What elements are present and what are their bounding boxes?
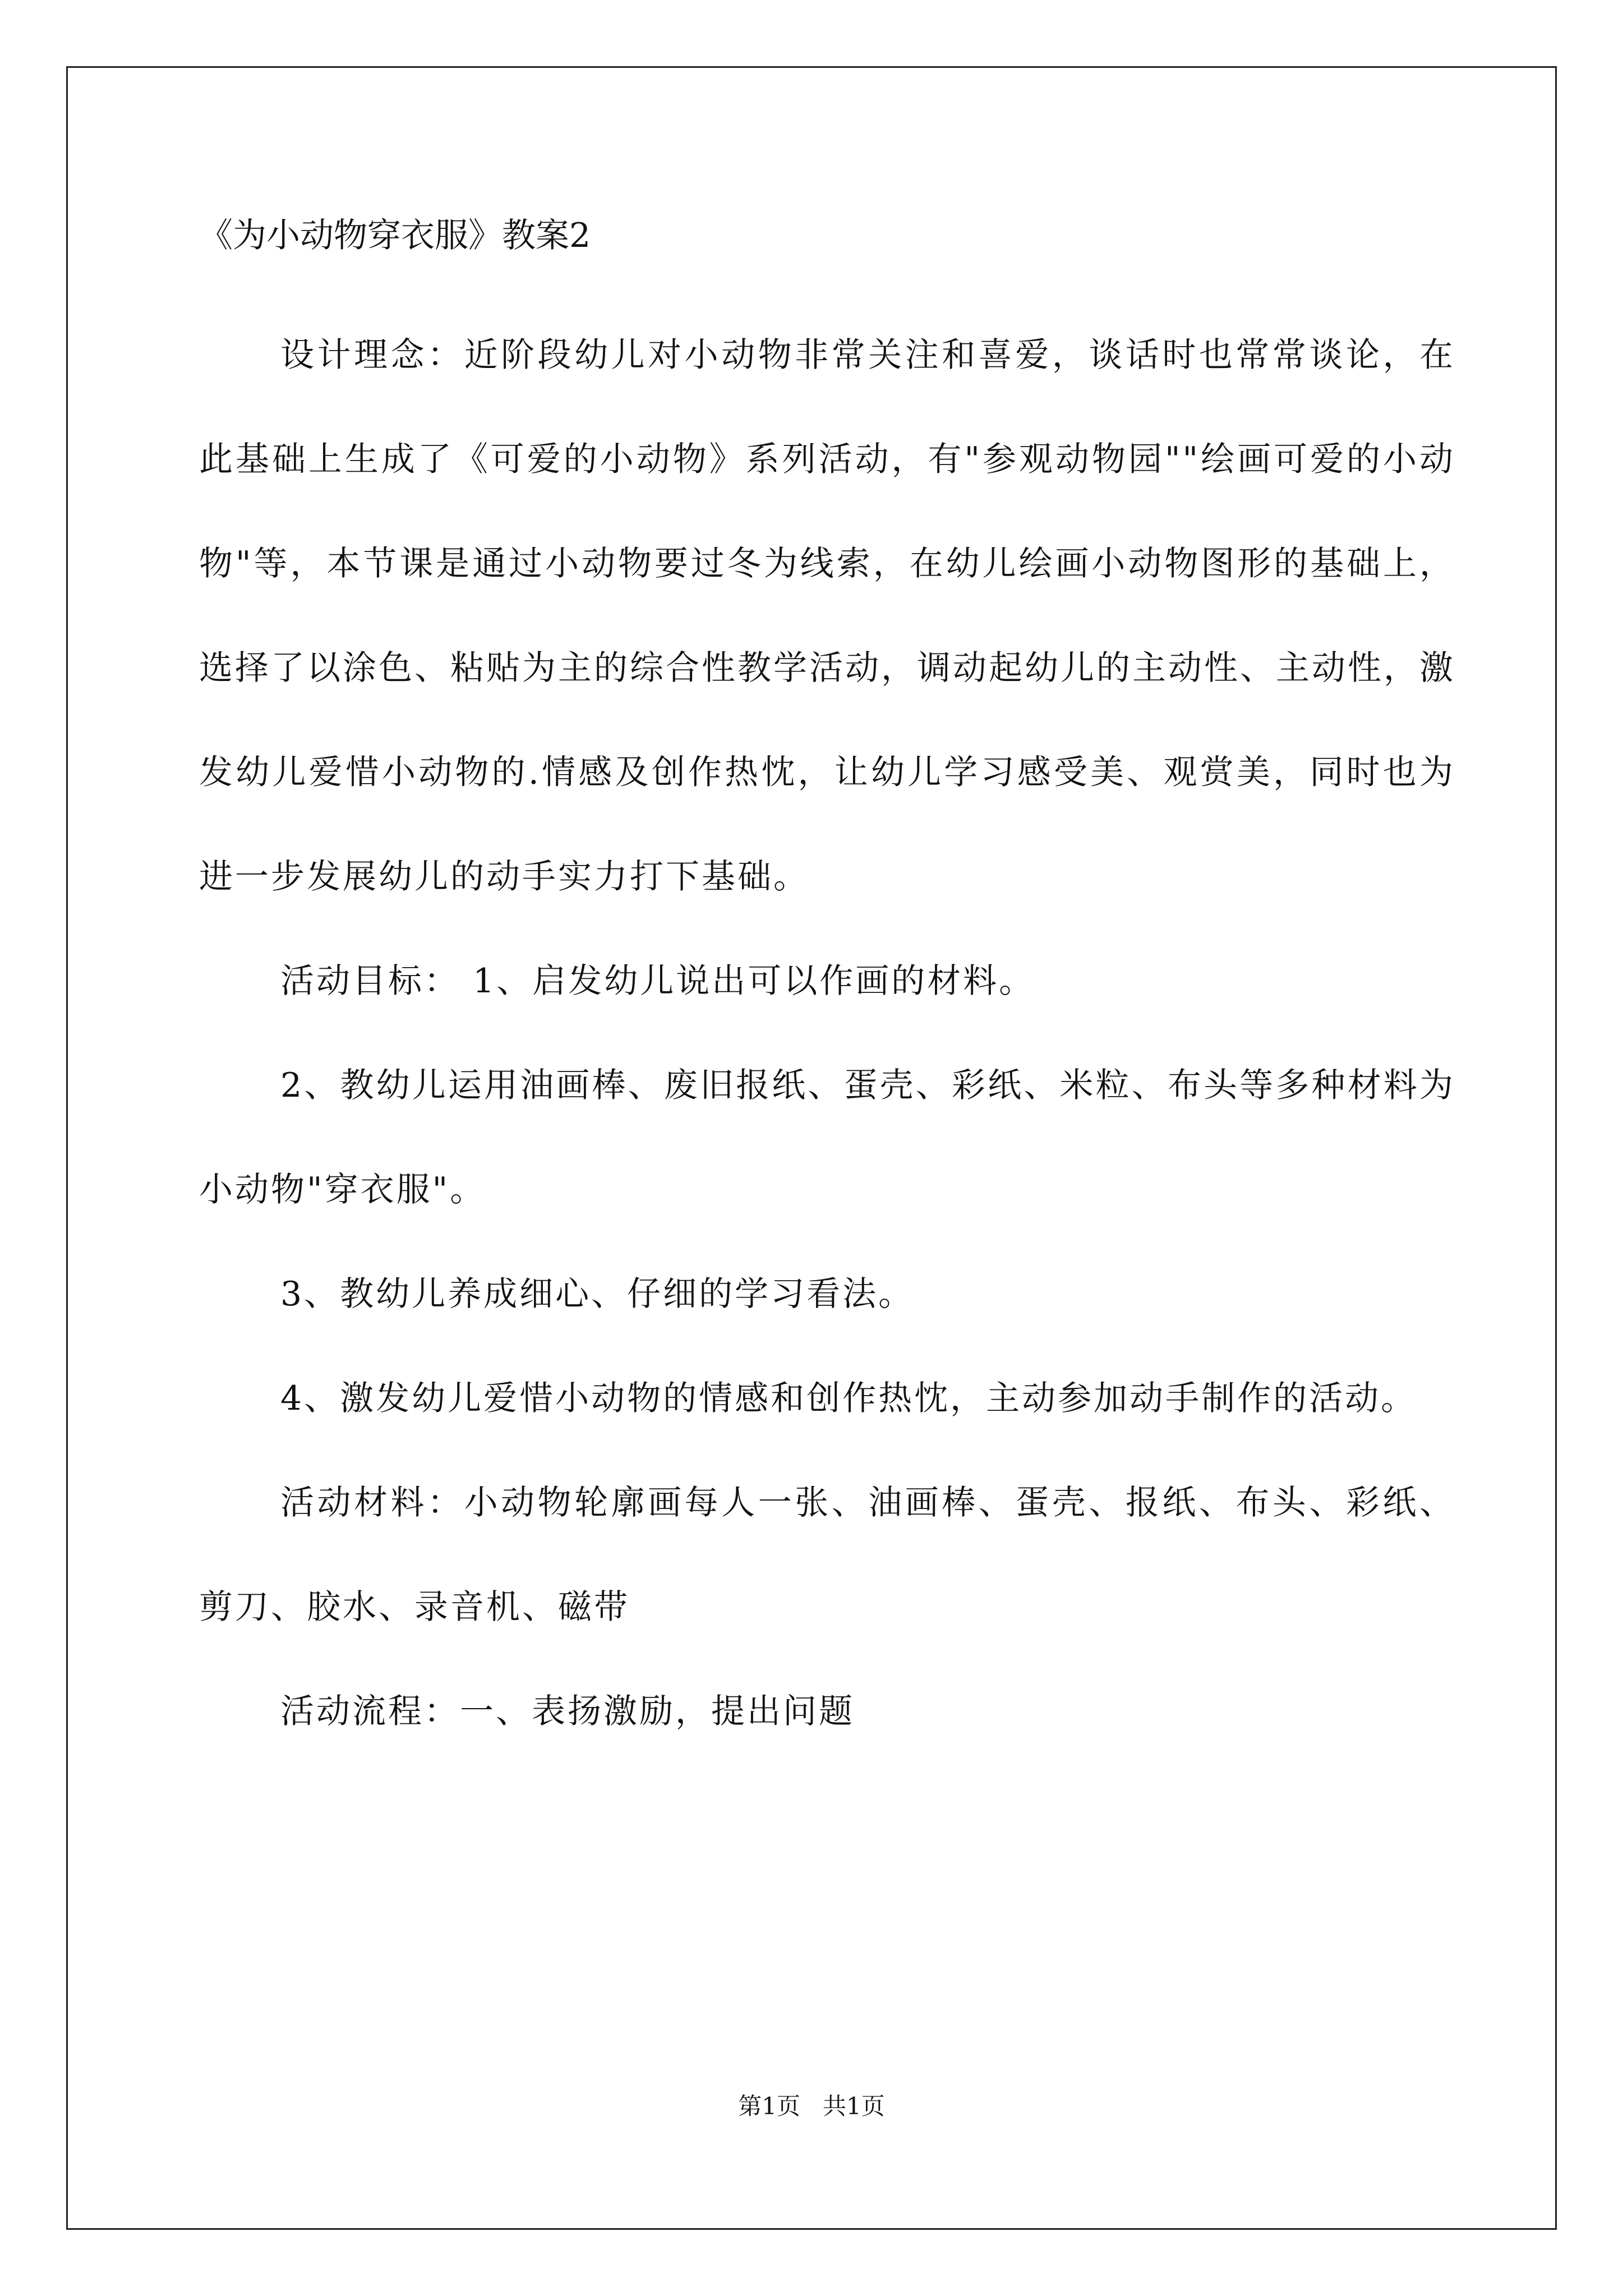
paragraph-design-concept: 设计理念：近阶段幼儿对小动物非常关注和喜爱，谈话时也常常谈论，在此基础上生成了《可爱的小动物》系列活动，有"参观动物园""绘画可爱的小动物"等，本节课是通过小动物要过冬为线索，在幼儿绘画小动物图形的基础上，选择了以涂色、粘贴为主的综合性教学活动，调动起幼儿的主动性、主动性，激发幼儿爱惜小动物的.情感及创作热忱，让幼儿学习感受美、观赏美，同时也为进一步发展幼儿的动手实力打下基础。 [199, 335, 1455, 896]
document-title: 《为小动物穿衣服》教案2 [199, 216, 591, 255]
paragraph-goal-4: 4、激发幼儿爱惜小动物的情感和创作热忱，主动参加动手制作的活动。 [280, 1379, 1417, 1418]
page-footer [0, 2090, 1623, 2123]
document-body [199, 202, 1455, 1764]
paragraph-goal-2: 2、教幼儿运用油画棒、废旧报纸、蛋壳、彩纸、米粒、布头等多种材料为小动物"穿衣服"。 [199, 1066, 1455, 1209]
paragraph-goal-1: 活动目标： 1、启发幼儿说出可以作画的材料。 [280, 961, 1035, 1001]
paragraph-goal-3: 3、教幼儿养成细心、仔细的学习看法。 [280, 1274, 915, 1314]
page-number-total: 共1页 [823, 2092, 885, 2120]
paragraph-materials: 活动材料：小动物轮廓画每人一张、油画棒、蛋壳、报纸、布头、彩纸、剪刀、胶水、录音机、磁带 [199, 1483, 1455, 1627]
page-number-current: 第1页 [738, 2092, 800, 2120]
paragraph-process: 活动流程：一、表扬激励，提出问题 [280, 1692, 855, 1731]
